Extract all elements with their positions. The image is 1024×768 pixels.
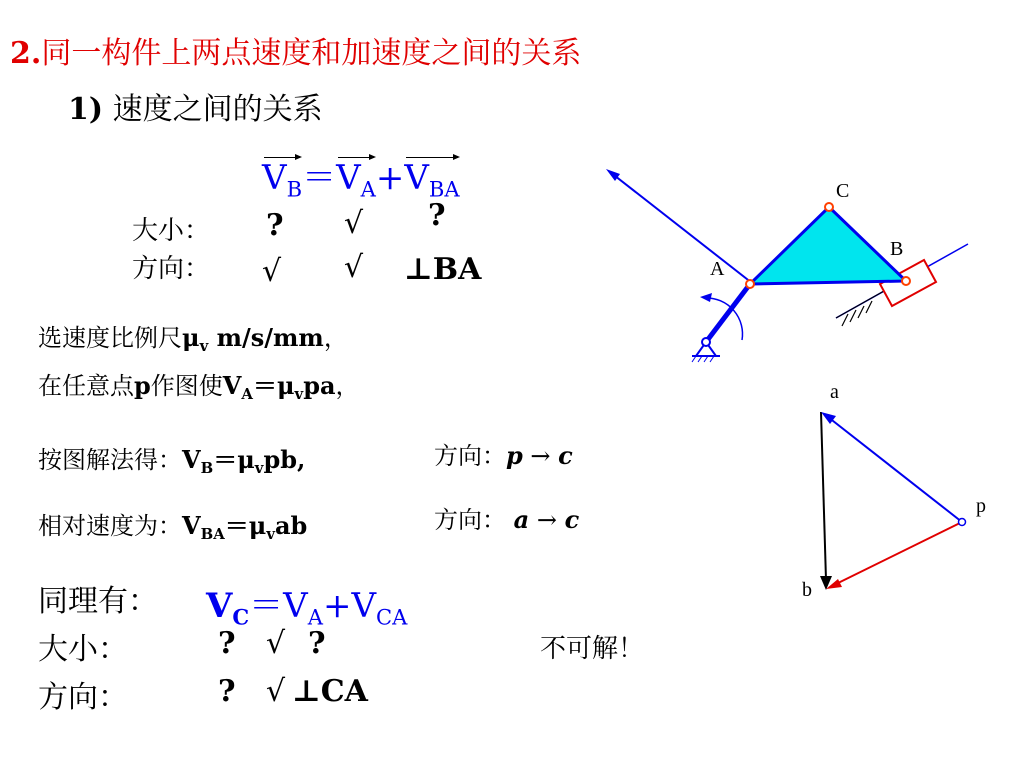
joint-c	[825, 203, 833, 211]
vc-equation: $V_C=V_A+V_{CA}$	[206, 586, 408, 630]
rotation-arrowhead	[700, 293, 712, 302]
velocity-equation	[262, 150, 460, 202]
dir-label-1: 方向：	[132, 254, 211, 284]
title-number: 2.	[10, 36, 42, 71]
vector-vba: $V_{BA}$	[404, 158, 460, 202]
label-p-poly: p	[976, 495, 986, 517]
mechanism-diagram	[590, 150, 990, 380]
section-subtitle	[68, 84, 323, 128]
vector-pb-line	[834, 522, 962, 585]
dir-vba-1: ⊥BA	[404, 252, 482, 287]
vector-vb: $V_B$	[262, 158, 303, 202]
subtitle-text: 速度之间的关系	[103, 92, 323, 127]
dir-vca-2: ⊥CA	[292, 674, 368, 709]
point-line: 在任意点p作图使$V_A=\mu_vpa$，	[38, 371, 360, 404]
page-title	[10, 28, 581, 72]
label-b-poly: b	[802, 579, 812, 601]
size-va-2: √	[266, 626, 286, 661]
label-a: A	[710, 258, 725, 280]
label-b: B	[890, 238, 904, 260]
vb-result-line: 按图解法得：$V_B=\mu_vpb$,	[38, 445, 306, 478]
size-vca-2: ?	[308, 626, 326, 661]
link-triangle	[750, 207, 906, 284]
velocity-va-line	[610, 172, 752, 283]
pole-p	[959, 519, 966, 526]
dir-va-1: √	[344, 250, 364, 285]
vector-pa-line	[828, 417, 962, 522]
size-label-2: 大小：	[38, 632, 128, 667]
dir-va-2: √	[266, 674, 286, 709]
size-label-1: 大小：	[132, 216, 211, 246]
equals-sign: ＝	[302, 158, 337, 198]
vb-direction: 方向：p → c	[434, 441, 573, 470]
dir-vb-1: √	[262, 254, 282, 289]
ground-hatch	[836, 291, 884, 326]
subtitle-number: 1)	[68, 92, 104, 127]
similar-equation-label: 同理有：	[38, 584, 158, 619]
size-va-1: √	[344, 206, 364, 241]
unsolvable-note: 不可解！	[540, 634, 645, 664]
title-text: 同一构件上两点速度和加速度之间的关系	[41, 36, 582, 71]
plus-sign: +	[375, 158, 405, 198]
label-a-poly: a	[830, 381, 839, 403]
vector-va: $V_A$	[336, 158, 376, 202]
dir-label-2: 方向：	[38, 680, 128, 715]
dir-vc-2: ?	[218, 674, 236, 709]
joint-a	[746, 280, 754, 288]
pivot-joint	[702, 338, 710, 346]
size-vb-1: ?	[266, 208, 284, 243]
scale-line: 选速度比例尺$\mu_v$ m/s/mm，	[38, 323, 348, 356]
vector-ab-line	[821, 412, 826, 580]
velocity-polygon	[790, 380, 1000, 605]
crank-link	[706, 284, 750, 342]
vba-direction: 方向： a → c	[434, 505, 580, 534]
label-c: C	[836, 180, 850, 202]
size-vc-2: ?	[218, 626, 236, 661]
size-vba-1: ?	[428, 198, 446, 233]
vba-result-line: 相对速度为：$V_{BA}=\mu_vab$	[38, 511, 308, 544]
joint-b	[902, 277, 910, 285]
